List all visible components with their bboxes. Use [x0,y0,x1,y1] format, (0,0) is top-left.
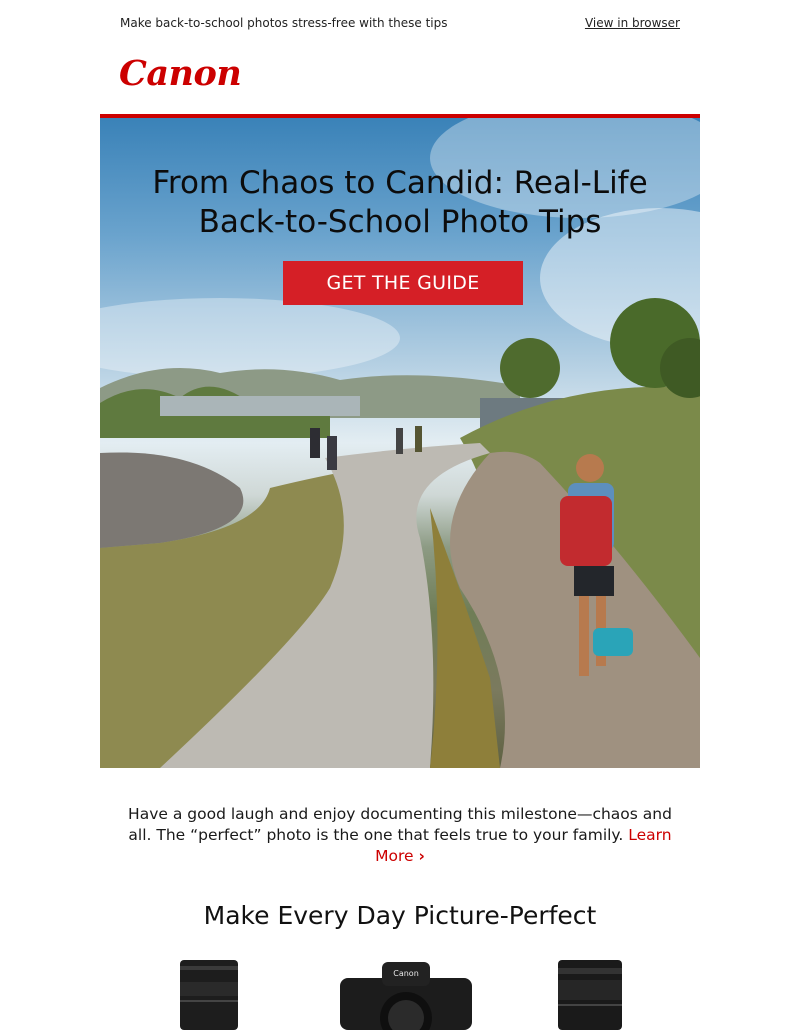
header [100,48,700,114]
hero-title-line-2: Back-to-School Photo Tips [198,204,602,240]
product-row [100,960,700,1030]
view-in-browser-link[interactable]: View in browser [584,16,680,30]
get-the-guide-button[interactable]: GET THE GUIDE [283,261,523,305]
mirrorless-camera-icon[interactable] [336,960,476,1030]
telephoto-lens-icon[interactable] [178,960,240,1030]
canon-logo[interactable]: Canon [119,53,242,94]
chevron-right-icon: › [418,847,425,865]
email-container [100,0,700,1030]
hero-title [100,164,700,242]
preheader-text: Make back-to-school photos stress-free with these tips [120,16,448,30]
learn-more-label[interactable]: Learn More [375,826,672,865]
zoom-lens-icon[interactable] [556,960,624,1030]
hero-title-line-1: From Chaos to Candid: Real-Life [152,165,648,201]
body-text: Have a good laugh and enjoy documenting this milestone—chaos and all. The “perfect” photo is the one that feels true to your family. [128,805,672,844]
section-title: Make Every Day Picture-Perfect [203,901,597,930]
hero-banner[interactable] [100,118,700,768]
body-paragraph [116,804,684,867]
camera-badge-text: Canon [393,969,419,978]
preheader [100,0,700,48]
